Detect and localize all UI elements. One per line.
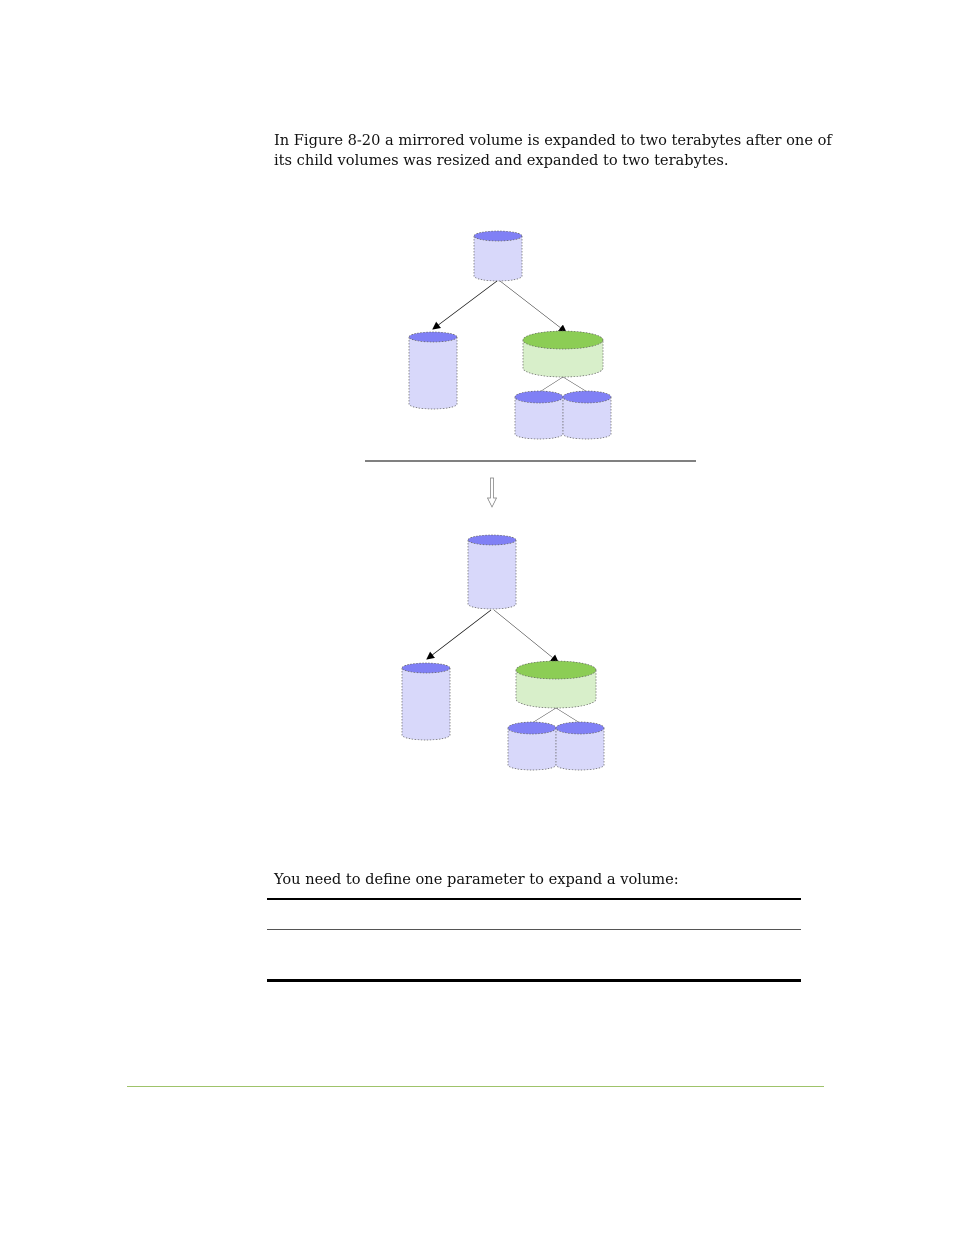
before-arrow-right bbox=[500, 281, 566, 332]
before-child-volume-left bbox=[409, 332, 457, 409]
before-parent-volume bbox=[474, 231, 522, 281]
after-diagram bbox=[402, 535, 604, 770]
before-disk-right bbox=[563, 391, 611, 439]
after-link-right bbox=[556, 708, 580, 723]
intro-paragraph: In Figure 8-20 a mirrored volume is expanded to two terabytes after one of its child volumes was resized and expanded to two terabytes. bbox=[274, 132, 832, 169]
before-stripe-volume bbox=[523, 331, 603, 377]
parameter-lead-text: You need to define one parameter to expand a volume: bbox=[274, 871, 679, 888]
after-disk-left bbox=[508, 722, 556, 770]
table-top-rule bbox=[267, 898, 801, 900]
before-link-right bbox=[563, 377, 589, 393]
before-link-left bbox=[538, 377, 563, 393]
before-diagram bbox=[409, 231, 611, 439]
after-disk-right bbox=[556, 722, 604, 770]
after-parent-volume bbox=[468, 535, 516, 609]
table-header-rule bbox=[267, 929, 801, 930]
transition-arrow bbox=[488, 478, 497, 507]
after-child-volume-left bbox=[402, 663, 450, 740]
after-link-left bbox=[532, 708, 556, 723]
footer-rule bbox=[127, 1086, 824, 1087]
table-bottom-rule bbox=[267, 979, 801, 982]
after-arrow-left bbox=[427, 610, 491, 659]
before-disk-left bbox=[515, 391, 563, 439]
before-arrow-left bbox=[433, 281, 497, 329]
after-stripe-volume bbox=[516, 661, 596, 708]
after-arrow-right bbox=[494, 610, 558, 662]
